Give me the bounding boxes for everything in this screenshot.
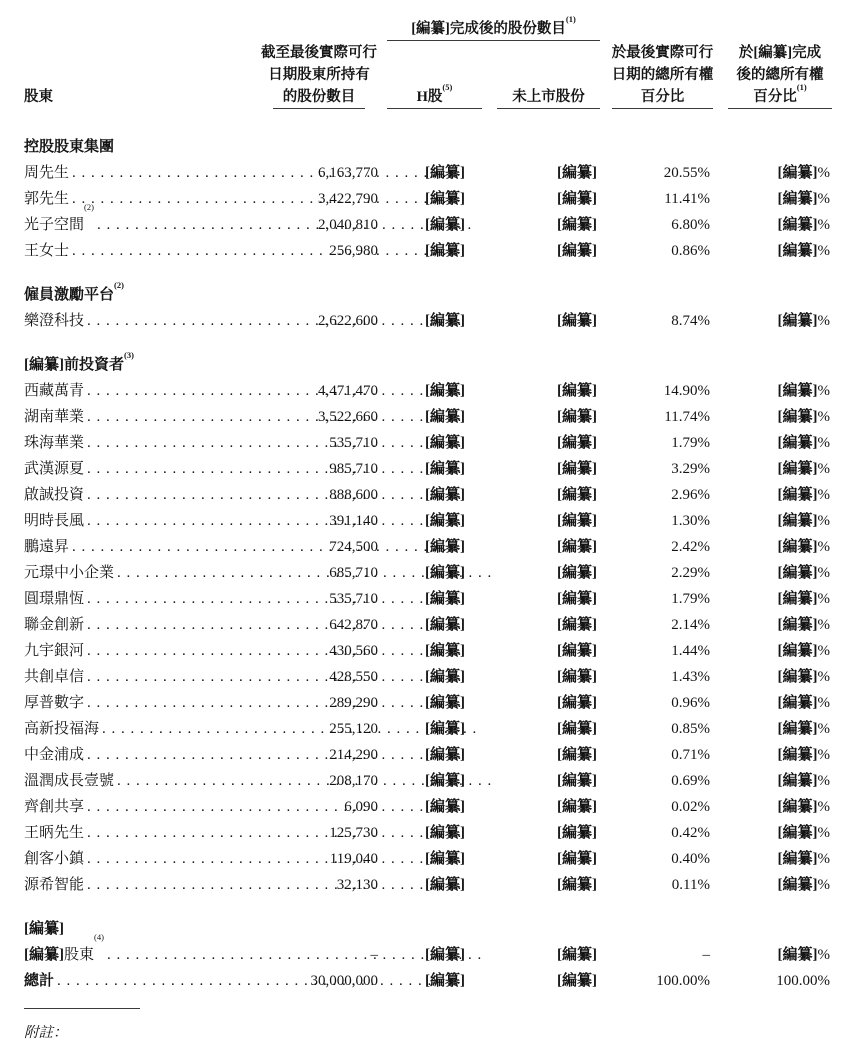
cell-shareholder bbox=[24, 186, 250, 212]
cell-pct-current: 1.44% bbox=[671, 643, 710, 659]
cell-h-shares: [編纂] bbox=[425, 409, 465, 425]
section-header-row bbox=[0, 352, 850, 378]
table-row bbox=[0, 820, 850, 846]
cell-shareholder bbox=[24, 612, 250, 638]
footnote-label: 附註： bbox=[24, 1025, 68, 1042]
col-group-label bbox=[411, 14, 576, 40]
table-row bbox=[0, 872, 850, 898]
cell-unlisted-shares: [編纂] bbox=[557, 695, 597, 711]
cell-pct-post: [編纂]% bbox=[777, 591, 830, 607]
section-header-row bbox=[0, 282, 850, 308]
col-header-pct2-line3 bbox=[753, 82, 807, 108]
shareholder-name: 郭先生 bbox=[24, 191, 70, 207]
col-header-pct2-line2: 後的總所有權 bbox=[736, 67, 824, 83]
table-row bbox=[0, 186, 850, 212]
cell-h-shares: [編纂] bbox=[425, 799, 465, 815]
cell-shareholder bbox=[24, 430, 250, 456]
cell-h-shares: [編纂] bbox=[425, 851, 465, 867]
cell-pct-current: 0.11% bbox=[671, 877, 710, 893]
cell-shares: 32,130 bbox=[336, 877, 378, 893]
cell-shares: – bbox=[370, 947, 378, 963]
col-header-unlisted bbox=[497, 84, 600, 109]
cell-pct-post: [編纂]% bbox=[777, 313, 830, 329]
table-row bbox=[0, 534, 850, 560]
cell-pct-current: 1.79% bbox=[671, 591, 710, 607]
cell-shareholder bbox=[24, 638, 250, 664]
cell-shareholder bbox=[24, 456, 250, 482]
cell-unlisted-shares: [編纂] bbox=[557, 313, 597, 329]
table-row bbox=[0, 404, 850, 430]
cell-unlisted-shares: [編纂] bbox=[557, 669, 597, 685]
cell-pct-current: 14.90% bbox=[663, 383, 710, 399]
cell-unlisted-shares: [編纂] bbox=[557, 825, 597, 841]
cell-shares: 289,290 bbox=[329, 695, 378, 711]
col-header-pct-current bbox=[612, 40, 713, 109]
cell-pct-post: [編纂]% bbox=[777, 487, 830, 503]
cell-shareholder bbox=[24, 768, 250, 794]
cell-pct-current: 2.29% bbox=[671, 565, 710, 581]
cell-h-shares: [編纂] bbox=[425, 617, 465, 633]
shareholder-name: 西藏萬青 bbox=[24, 383, 85, 399]
cell-shares: 3,522,660 bbox=[318, 409, 378, 425]
section-title-text: [編纂] bbox=[24, 921, 64, 937]
cell-shares: 535,710 bbox=[329, 435, 378, 451]
page-footer bbox=[0, 1008, 850, 1042]
shareholder-name: 啟誠投資 bbox=[24, 487, 85, 503]
cell-h-shares: [編纂] bbox=[425, 669, 465, 685]
shareholder-name: 厚普數字 bbox=[24, 695, 85, 711]
cell-shares: 724,500 bbox=[329, 539, 378, 555]
total-row bbox=[0, 968, 850, 994]
cell-h-shares: [編纂] bbox=[425, 487, 465, 503]
cell-unlisted-shares: [編纂] bbox=[557, 565, 597, 581]
cell-pct-current: 20.55% bbox=[663, 165, 710, 181]
cell-pct-post: [編纂]% bbox=[777, 799, 830, 815]
cell-unlisted-shares: [編纂] bbox=[557, 773, 597, 789]
cell-shareholder bbox=[24, 690, 250, 716]
cell-shareholder bbox=[24, 968, 250, 994]
cell-pct-post: [編纂]% bbox=[777, 513, 830, 529]
section-title-text: 控股股東集團 bbox=[24, 139, 115, 155]
cell-unlisted-shares: [編纂] bbox=[557, 165, 597, 181]
shareholder-name: 元璟中小企業 bbox=[24, 565, 115, 581]
cell-h-shares: [編纂] bbox=[425, 461, 465, 477]
table-row bbox=[0, 238, 850, 264]
cell-pct-post: [編纂]% bbox=[777, 565, 830, 581]
cell-unlisted-shares: [編纂] bbox=[557, 877, 597, 893]
cell-pct-post: [編纂]% bbox=[777, 851, 830, 867]
shareholder-name: 鵬遠昇 bbox=[24, 539, 70, 555]
table-row bbox=[0, 508, 850, 534]
cell-shares: 208,170 bbox=[329, 773, 378, 789]
shareholder-name: 王女士 bbox=[24, 243, 70, 259]
cell-shareholder bbox=[24, 560, 250, 586]
section-header-row bbox=[0, 916, 850, 942]
cell-pct-current: 8.74% bbox=[671, 313, 710, 329]
cell-shares: 125,730 bbox=[329, 825, 378, 841]
spacer-row bbox=[0, 898, 850, 916]
cell-shares: 119,040 bbox=[329, 851, 378, 867]
cell-pct-post: [編纂]% bbox=[777, 165, 830, 181]
cell-shares: 255,120 bbox=[329, 721, 378, 737]
cell-pct-post: [編纂]% bbox=[777, 669, 830, 685]
cell-pct-post: [編纂]% bbox=[777, 773, 830, 789]
col-header-pct2-line1: 於[編纂]完成 bbox=[738, 45, 822, 61]
cell-pct-post: [編纂]% bbox=[777, 539, 830, 555]
section-title-text: 僱員激勵平台 bbox=[24, 287, 115, 303]
cell-h-shares: [編纂] bbox=[425, 643, 465, 659]
shareholder-name: 珠海華業 bbox=[24, 435, 85, 451]
table-row bbox=[0, 638, 850, 664]
cell-shares: 256,980 bbox=[329, 243, 378, 259]
cell-h-shares: [編纂] bbox=[425, 947, 465, 963]
footnote-ref: (2) bbox=[114, 280, 124, 290]
col-header-shares-line1: 截至最後實際可行 bbox=[261, 45, 377, 61]
footnote-ref: (4) bbox=[94, 932, 104, 942]
cell-shareholder bbox=[24, 378, 250, 404]
shareholder-name: 周先生 bbox=[24, 165, 70, 181]
cell-shares: 6,090 bbox=[344, 799, 378, 815]
cell-pct-current: 2.14% bbox=[671, 617, 710, 633]
cell-unlisted-shares: [編纂] bbox=[557, 539, 597, 555]
cell-unlisted-shares: [編纂] bbox=[557, 487, 597, 503]
cell-pct-current: 0.86% bbox=[671, 243, 710, 259]
cell-shares: 214,290 bbox=[329, 747, 378, 763]
unlisted-label: 未上市股份 bbox=[512, 89, 585, 105]
table-row bbox=[0, 160, 850, 186]
shareholder-name: 齊創共享 bbox=[24, 799, 85, 815]
shareholding-table-body bbox=[0, 134, 850, 994]
cell-pct-post: [編纂]% bbox=[777, 947, 830, 963]
shareholder-name: 聯金創新 bbox=[24, 617, 85, 633]
table-row bbox=[0, 308, 850, 334]
cell-shares: 3,422,790 bbox=[318, 191, 378, 207]
cell-pct-current: 11.74% bbox=[664, 409, 710, 425]
section-header-row bbox=[0, 134, 850, 160]
col-header-pct-post bbox=[728, 40, 832, 109]
cell-shareholder bbox=[24, 508, 250, 534]
cell-shares: 391,140 bbox=[329, 513, 378, 529]
cell-shares: 430,560 bbox=[329, 643, 378, 659]
col-header-shares bbox=[261, 40, 377, 109]
cell-h-shares: [編纂] bbox=[425, 591, 465, 607]
cell-shareholder bbox=[24, 534, 250, 560]
table-row bbox=[0, 742, 850, 768]
table-header bbox=[0, 0, 850, 112]
footnote-ref: (1) bbox=[565, 14, 576, 25]
shareholder-name: 圓璟鼎恆 bbox=[24, 591, 85, 607]
col-group-text: [編纂]完成後的股份數目 bbox=[411, 21, 566, 37]
table-row bbox=[0, 716, 850, 742]
col-header-shares-line3: 的股份數目 bbox=[282, 89, 356, 105]
cell-pct-current: 0.42% bbox=[671, 825, 710, 841]
shareholder-name: 溫潤成長壹號 bbox=[24, 773, 115, 789]
table-row bbox=[0, 768, 850, 794]
shareholder-name: 九宇銀河 bbox=[24, 643, 85, 659]
cell-unlisted-shares: [編纂] bbox=[557, 591, 597, 607]
cell-pct-current: 0.71% bbox=[671, 747, 710, 763]
cell-unlisted-shares: [編纂] bbox=[557, 851, 597, 867]
cell-shareholder bbox=[24, 482, 250, 508]
cell-pct-post: [編纂]% bbox=[777, 435, 830, 451]
shareholder-name: 明時長風 bbox=[24, 513, 85, 529]
total-label: 總計 bbox=[24, 973, 55, 989]
col-header-pct-line2: 日期的總所有權 bbox=[611, 67, 714, 83]
table-row bbox=[0, 560, 850, 586]
cell-pct-current: 0.85% bbox=[671, 721, 710, 737]
col-header-pct-line1: 於最後實際可行 bbox=[611, 45, 714, 61]
cell-unlisted-shares: [編纂] bbox=[557, 947, 597, 963]
cell-shares: 985,710 bbox=[329, 461, 378, 477]
pct2-label: 百分比 bbox=[753, 89, 797, 105]
cell-shareholder bbox=[24, 742, 250, 768]
shareholder-name: 共創卓信 bbox=[24, 669, 85, 685]
cell-shares: 4,471,470 bbox=[318, 383, 378, 399]
section-title bbox=[24, 352, 134, 378]
shareholder-name: 湖南華業 bbox=[24, 409, 85, 425]
cell-shareholder bbox=[24, 794, 250, 820]
table-row bbox=[0, 586, 850, 612]
cell-pct-current: 11.41% bbox=[664, 191, 710, 207]
shareholder-name: 武漢源夏 bbox=[24, 461, 85, 477]
cell-unlisted-shares: [編纂] bbox=[557, 409, 597, 425]
cell-pct-current: 0.02% bbox=[671, 799, 710, 815]
table-row bbox=[0, 430, 850, 456]
cell-h-shares: [編纂] bbox=[425, 773, 465, 789]
cell-pct-current: 100.00% bbox=[656, 973, 710, 989]
cell-h-shares: [編纂] bbox=[425, 435, 465, 451]
cell-unlisted-shares: [編纂] bbox=[557, 191, 597, 207]
footnote-divider bbox=[24, 1008, 140, 1009]
cell-h-shares: [編纂] bbox=[425, 383, 465, 399]
cell-pct-post: [編纂]% bbox=[777, 243, 830, 259]
table-row bbox=[0, 456, 850, 482]
cell-unlisted-shares: [編纂] bbox=[557, 243, 597, 259]
cell-shareholder bbox=[24, 716, 250, 742]
cell-pct-post: [編纂]% bbox=[777, 721, 830, 737]
table-row bbox=[0, 932, 850, 968]
col-header-h-text bbox=[416, 82, 453, 108]
cell-shares: 642,870 bbox=[329, 617, 378, 633]
footnote-ref: (3) bbox=[124, 350, 134, 360]
cell-h-shares: [編纂] bbox=[425, 165, 465, 181]
cell-unlisted-shares: [編纂] bbox=[557, 747, 597, 763]
cell-shares: 535,710 bbox=[329, 591, 378, 607]
shareholder-name: 創客小鎮 bbox=[24, 851, 85, 867]
cell-shareholder bbox=[24, 846, 250, 872]
table-row bbox=[0, 202, 850, 238]
cell-h-shares: [編纂] bbox=[425, 217, 465, 233]
cell-shareholder bbox=[24, 202, 250, 238]
cell-shareholder bbox=[24, 238, 250, 264]
cell-shareholder bbox=[24, 586, 250, 612]
table-row bbox=[0, 482, 850, 508]
footnote-ref: (2) bbox=[84, 202, 94, 212]
cell-pct-post: [編纂]% bbox=[777, 877, 830, 893]
cell-pct-current: 2.42% bbox=[671, 539, 710, 555]
cell-shareholder bbox=[24, 664, 250, 690]
cell-pct-current: 0.40% bbox=[671, 851, 710, 867]
table-row bbox=[0, 794, 850, 820]
cell-shares: 30,000,000 bbox=[310, 973, 378, 989]
cell-pct-post: [編纂]% bbox=[777, 383, 830, 399]
table-row bbox=[0, 378, 850, 404]
cell-shares: 888,600 bbox=[329, 487, 378, 503]
cell-unlisted-shares: [編纂] bbox=[557, 721, 597, 737]
cell-pct-post: [編纂]% bbox=[777, 409, 830, 425]
spacer-row bbox=[0, 264, 850, 282]
shareholder-name: 源希智能 bbox=[24, 877, 85, 893]
cell-unlisted-shares: [編纂] bbox=[557, 217, 597, 233]
shareholder-label: 股東 bbox=[24, 89, 53, 105]
col-group-post-completion bbox=[387, 10, 600, 41]
cell-shareholder bbox=[24, 872, 250, 898]
cell-pct-current: 0.96% bbox=[671, 695, 710, 711]
cell-unlisted-shares: [編纂] bbox=[557, 617, 597, 633]
cell-h-shares: [編纂] bbox=[425, 973, 465, 989]
cell-h-shares: [編纂] bbox=[425, 191, 465, 207]
shareholder-name: 樂澄科技 bbox=[24, 313, 85, 329]
cell-pct-post: [編纂]% bbox=[777, 747, 830, 763]
cell-pct-current: 0.69% bbox=[671, 773, 710, 789]
cell-pct-current: 3.29% bbox=[671, 461, 710, 477]
cell-pct-post: [編纂]% bbox=[777, 617, 830, 633]
cell-h-shares: [編纂] bbox=[425, 695, 465, 711]
table-row bbox=[0, 690, 850, 716]
section-title bbox=[24, 916, 64, 942]
cell-pct-post: [編纂]% bbox=[777, 695, 830, 711]
cell-pct-post: [編纂]% bbox=[777, 825, 830, 841]
cell-shareholder bbox=[24, 160, 250, 186]
cell-pct-post: [編纂]% bbox=[777, 217, 830, 233]
footnote-ref: (1) bbox=[796, 82, 807, 93]
shareholder-name: [編纂]股東 bbox=[24, 947, 95, 963]
shareholder-name: 王昞先生 bbox=[24, 825, 85, 841]
cell-h-shares: [編纂] bbox=[425, 513, 465, 529]
section-title bbox=[24, 134, 114, 160]
shareholder-name: 中金浦成 bbox=[24, 747, 85, 763]
col-header-pct-line3: 百分比 bbox=[640, 89, 685, 105]
h-share-label: H股 bbox=[416, 89, 443, 105]
cell-pct-current: 6.80% bbox=[671, 217, 710, 233]
cell-h-shares: [編纂] bbox=[425, 313, 465, 329]
cell-unlisted-shares: [編纂] bbox=[557, 643, 597, 659]
cell-unlisted-shares: [編纂] bbox=[557, 513, 597, 529]
cell-h-shares: [編纂] bbox=[425, 243, 465, 259]
cell-pct-post: [編纂]% bbox=[777, 191, 830, 207]
col-header-h-shares bbox=[387, 84, 482, 109]
cell-shareholder bbox=[24, 404, 250, 430]
cell-shareholder bbox=[24, 932, 250, 968]
cell-h-shares: [編纂] bbox=[425, 877, 465, 893]
cell-unlisted-shares: [編纂] bbox=[557, 973, 597, 989]
cell-h-shares: [編纂] bbox=[425, 565, 465, 581]
cell-h-shares: [編纂] bbox=[425, 747, 465, 763]
cell-shares: 2,622,600 bbox=[318, 313, 378, 329]
cell-shareholder bbox=[24, 308, 250, 334]
cell-shares: 685,710 bbox=[329, 565, 378, 581]
cell-shares: 428,550 bbox=[329, 669, 378, 685]
shareholder-name: 光子空間 bbox=[24, 217, 85, 233]
cell-pct-current: 2.96% bbox=[671, 487, 710, 503]
cell-h-shares: [編纂] bbox=[425, 539, 465, 555]
cell-pct-post: 100.00% bbox=[776, 973, 830, 989]
cell-pct-post: [編纂]% bbox=[777, 461, 830, 477]
cell-h-shares: [編纂] bbox=[425, 825, 465, 841]
cell-shareholder bbox=[24, 820, 250, 846]
shareholder-name: 高新投福海 bbox=[24, 721, 100, 737]
table-row bbox=[0, 612, 850, 638]
cell-unlisted-shares: [編纂] bbox=[557, 435, 597, 451]
cell-unlisted-shares: [編纂] bbox=[557, 461, 597, 477]
col-header-shareholder bbox=[24, 84, 144, 108]
cell-pct-post: [編纂]% bbox=[777, 643, 830, 659]
cell-pct-current: 1.79% bbox=[671, 435, 710, 451]
table-row bbox=[0, 846, 850, 872]
section-title bbox=[24, 282, 124, 308]
section-title-text: [編纂]前投資者 bbox=[24, 357, 125, 373]
cell-unlisted-shares: [編纂] bbox=[557, 383, 597, 399]
cell-pct-current: 1.30% bbox=[671, 513, 710, 529]
col-header-shares-line2: 日期股東所持有 bbox=[268, 67, 370, 83]
cell-pct-current: – bbox=[702, 947, 710, 963]
cell-pct-current: 1.43% bbox=[671, 669, 710, 685]
cell-shares: 2,040,810 bbox=[318, 217, 378, 233]
table-row bbox=[0, 664, 850, 690]
footnote-ref: (5) bbox=[442, 82, 453, 93]
cell-unlisted-shares: [編纂] bbox=[557, 799, 597, 815]
cell-shares: 6,163,770 bbox=[318, 165, 378, 181]
cell-h-shares: [編纂] bbox=[425, 721, 465, 737]
